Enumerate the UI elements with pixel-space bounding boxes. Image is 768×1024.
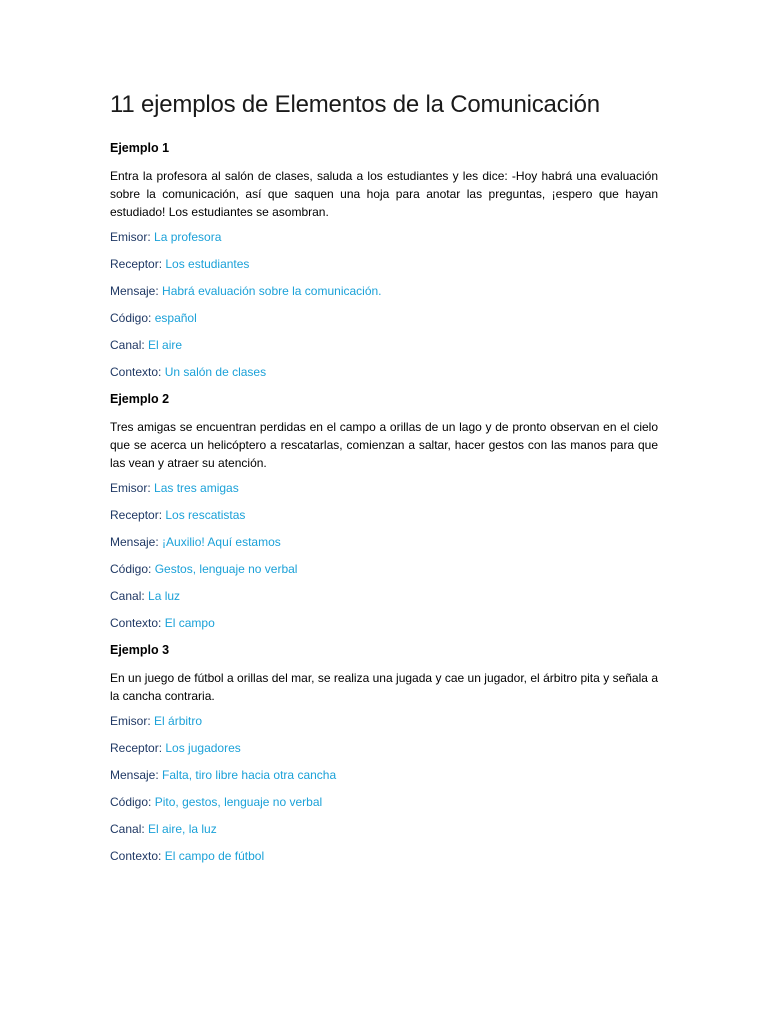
element-label: Receptor: xyxy=(110,257,163,271)
element-label: Receptor: xyxy=(110,508,163,522)
element-label: Mensaje: xyxy=(110,535,159,549)
element-label: Contexto: xyxy=(110,616,162,630)
element-value: La profesora xyxy=(154,230,222,244)
element-value: El árbitro xyxy=(154,714,203,728)
element-value: Las tres amigas xyxy=(154,481,239,495)
element-value: Pito, gestos, lenguaje no verbal xyxy=(154,795,323,809)
example-text: En un juego de fútbol a orillas del mar, se realiza una jugada y cae un jugador, el árbitro pita y señala a la cancha contraria. xyxy=(110,671,658,703)
element-row xyxy=(110,283,658,300)
examples-list xyxy=(110,140,658,865)
element-label: Canal: xyxy=(110,589,145,603)
document-page xyxy=(110,88,658,875)
element-row xyxy=(110,480,658,497)
element-label: Código: xyxy=(110,795,152,809)
example-heading: Ejemplo 2 xyxy=(110,392,170,406)
element-label: Receptor: xyxy=(110,741,163,755)
element-row xyxy=(110,534,658,551)
element-row xyxy=(110,588,658,605)
element-row xyxy=(110,740,658,757)
element-row xyxy=(110,821,658,838)
element-value: Gestos, lenguaje no verbal xyxy=(154,562,298,576)
element-label: Mensaje: xyxy=(110,768,159,782)
element-value: español xyxy=(154,311,197,325)
element-value: Falta, tiro libre hacia otra cancha xyxy=(162,768,337,782)
example-heading: Ejemplo 1 xyxy=(110,141,170,155)
element-label: Emisor: xyxy=(110,481,151,495)
element-value: El campo de fútbol xyxy=(164,849,265,863)
element-row xyxy=(110,364,658,381)
element-row xyxy=(110,256,658,273)
element-row xyxy=(110,310,658,327)
example-heading: Ejemplo 3 xyxy=(110,643,170,657)
element-value: Un salón de clases xyxy=(164,365,267,379)
element-label: Canal: xyxy=(110,822,145,836)
element-row xyxy=(110,615,658,632)
element-value: Los rescatistas xyxy=(165,508,246,522)
element-value: Los estudiantes xyxy=(165,257,250,271)
element-label: Mensaje: xyxy=(110,284,159,298)
page-title: 11 ejemplos de Elementos de la Comunicación xyxy=(110,91,600,118)
element-row xyxy=(110,713,658,730)
element-value: El aire xyxy=(148,338,183,352)
element-row xyxy=(110,848,658,865)
element-value: Habrá evaluación sobre la comunicación. xyxy=(162,284,382,298)
element-row xyxy=(110,507,658,524)
element-row xyxy=(110,767,658,784)
element-label: Emisor: xyxy=(110,230,151,244)
element-row xyxy=(110,794,658,811)
example-section xyxy=(110,642,658,865)
element-label: Código: xyxy=(110,311,152,325)
element-value: La luz xyxy=(148,589,181,603)
example-section xyxy=(110,140,658,381)
element-label: Canal: xyxy=(110,338,145,352)
element-label: Contexto: xyxy=(110,849,162,863)
element-row xyxy=(110,337,658,354)
element-label: Emisor: xyxy=(110,714,151,728)
element-value: Los jugadores xyxy=(165,741,241,755)
element-label: Contexto: xyxy=(110,365,162,379)
element-value: ¡Auxilio! Aquí estamos xyxy=(162,535,281,549)
element-label: Código: xyxy=(110,562,152,576)
example-text: Entra la profesora al salón de clases, saluda a los estudiantes y les dice: -Hoy habrá una evaluación sobre la comunicación, así que saquen una hoja para anotar las preguntas, ¡espero que hayan estudiado! Los estudiantes se asombran. xyxy=(110,169,658,219)
element-row xyxy=(110,561,658,578)
element-value: El aire, la luz xyxy=(148,822,217,836)
example-section xyxy=(110,391,658,632)
element-row xyxy=(110,229,658,246)
element-value: El campo xyxy=(164,616,215,630)
example-text: Tres amigas se encuentran perdidas en el campo a orillas de un lago y de pronto observan en el cielo que se acerca un helicóptero a rescatarlas, comienzan a saltar, hacer gestos con las manos para que las vean y atraer su atención. xyxy=(110,420,658,470)
